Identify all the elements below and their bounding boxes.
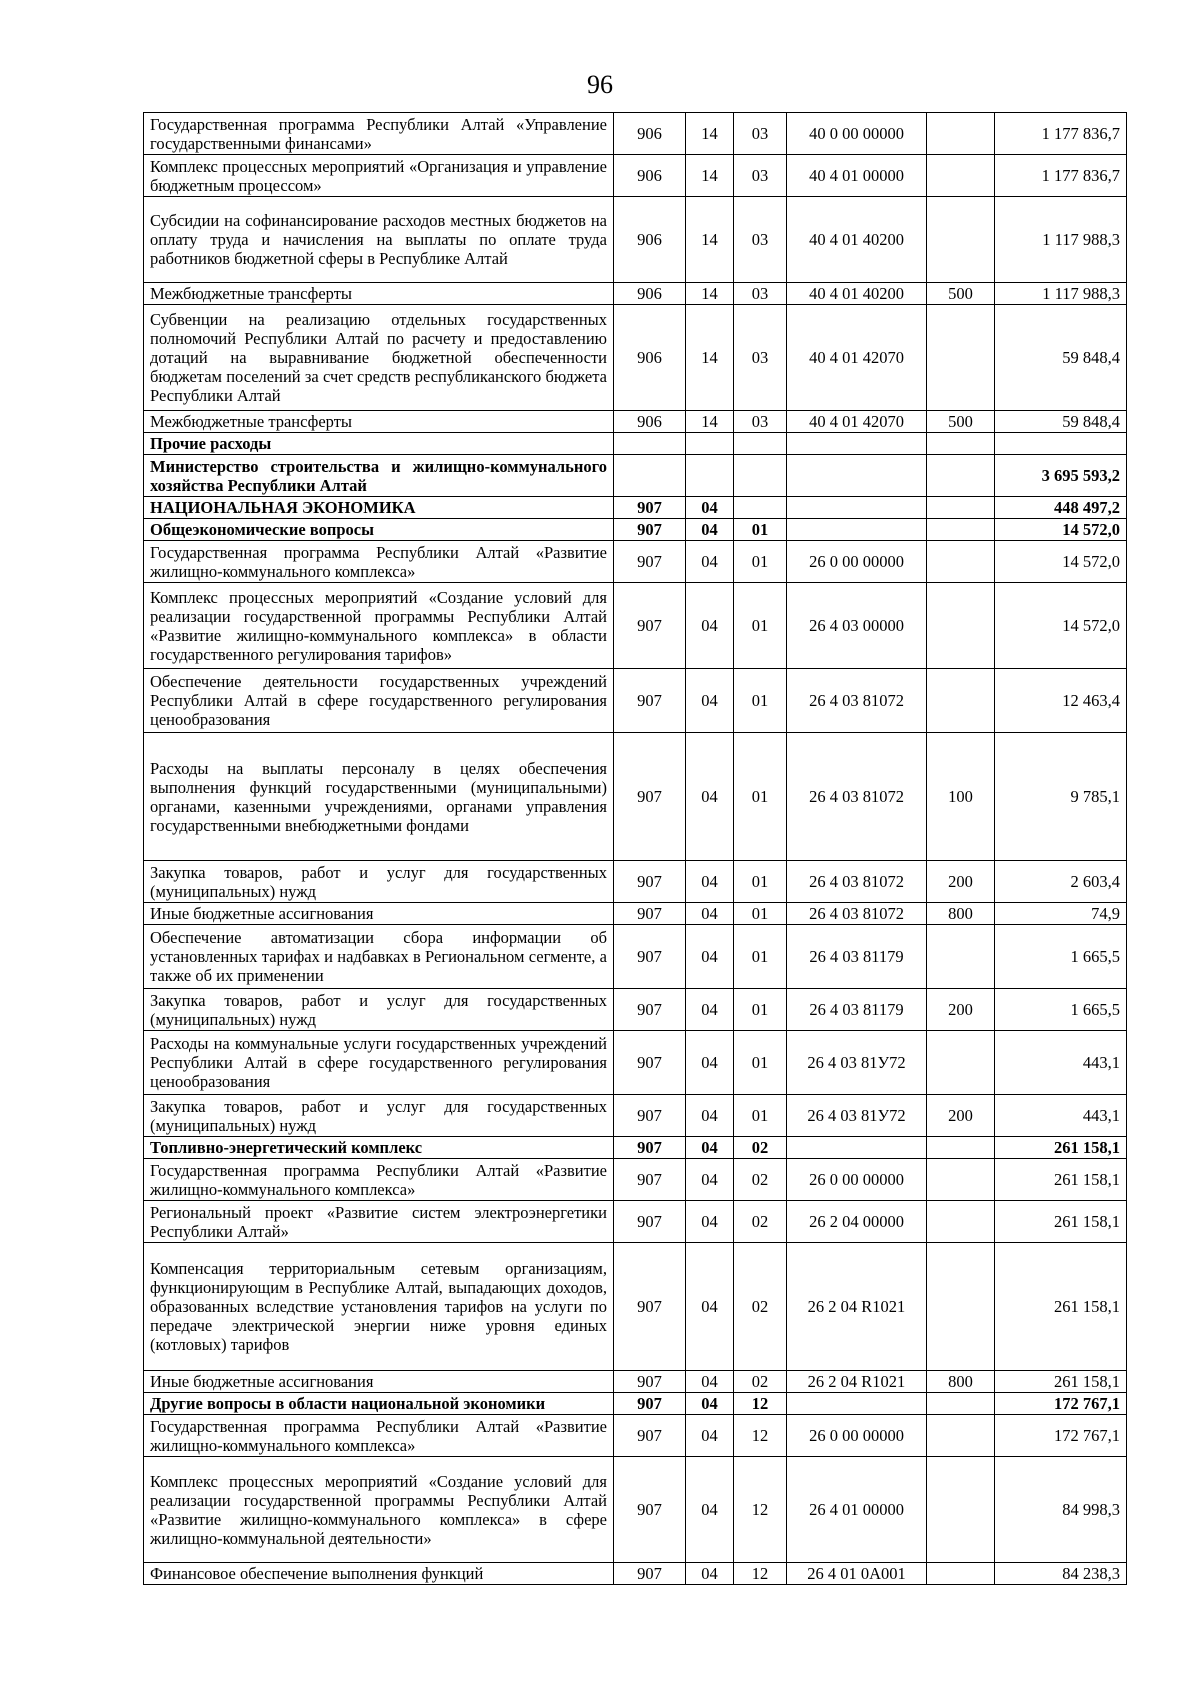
table-row: [144, 283, 1127, 305]
cell-section: 04: [686, 1137, 734, 1159]
cell-amount: 14 572,0: [995, 541, 1127, 583]
cell-subsection: 03: [734, 155, 787, 197]
cell-section: 14: [686, 113, 734, 155]
cell-expense-type: 200: [927, 989, 995, 1031]
cell-name: Закупка товаров, работ и услуг для государственных (муниципальных) нужд: [144, 861, 614, 903]
cell-target-article: 26 4 01 0А001: [787, 1563, 927, 1585]
table-row: [144, 903, 1127, 925]
cell-section: 04: [686, 1371, 734, 1393]
cell-target-article: 26 4 03 81179: [787, 925, 927, 989]
cell-name: НАЦИОНАЛЬНАЯ ЭКОНОМИКА: [144, 497, 614, 519]
cell-subsection: 12: [734, 1415, 787, 1457]
cell-expense-type: [927, 155, 995, 197]
cell-amount: 443,1: [995, 1031, 1127, 1095]
cell-expense-type: [927, 1243, 995, 1371]
cell-target-article: 40 4 01 40200: [787, 283, 927, 305]
table-row: [144, 1031, 1127, 1095]
cell-target-article: 26 4 03 81У72: [787, 1031, 927, 1095]
cell-expense-type: 100: [927, 733, 995, 861]
cell-target-article: [787, 1393, 927, 1415]
table-row: [144, 1095, 1127, 1137]
cell-subsection: 02: [734, 1137, 787, 1159]
cell-target-article: 26 4 03 81У72: [787, 1095, 927, 1137]
cell-amount: 84 998,3: [995, 1457, 1127, 1563]
cell-amount: 14 572,0: [995, 519, 1127, 541]
cell-glav-code: 907: [614, 903, 686, 925]
cell-name: Субвенции на реализацию отдельных государственных полномочий Республики Алтай по расчету и предоставлению дотаций на выравнивание бюджетной обеспеченности бюджетам поселений за счет средств республиканского бюджета Республики Алтай: [144, 305, 614, 411]
cell-section: [686, 433, 734, 455]
cell-glav-code: 907: [614, 1563, 686, 1585]
cell-subsection: 02: [734, 1371, 787, 1393]
table-row: [144, 1563, 1127, 1585]
cell-name: Иные бюджетные ассигнования: [144, 903, 614, 925]
cell-expense-type: 500: [927, 411, 995, 433]
cell-subsection: 02: [734, 1243, 787, 1371]
cell-amount: 261 158,1: [995, 1159, 1127, 1201]
table-row: [144, 197, 1127, 283]
table-row: [144, 155, 1127, 197]
cell-subsection: 01: [734, 541, 787, 583]
cell-name: Комплекс процессных мероприятий «Организация и управление бюджетным процессом»: [144, 155, 614, 197]
cell-subsection: 01: [734, 925, 787, 989]
cell-name: Обеспечение автоматизации сбора информации об установленных тарифах и надбавках в Региональном сегменте, а также об их применении: [144, 925, 614, 989]
cell-expense-type: [927, 1137, 995, 1159]
table-row: [144, 1201, 1127, 1243]
cell-amount: 1 665,5: [995, 925, 1127, 989]
cell-amount: 59 848,4: [995, 305, 1127, 411]
table-row: [144, 925, 1127, 989]
cell-name: Государственная программа Республики Алтай «Развитие жилищно-коммунального комплекса»: [144, 1159, 614, 1201]
cell-glav-code: 907: [614, 733, 686, 861]
cell-amount: 1 117 988,3: [995, 197, 1127, 283]
cell-target-article: 40 0 00 00000: [787, 113, 927, 155]
cell-glav-code: 906: [614, 197, 686, 283]
cell-name: Закупка товаров, работ и услуг для государственных (муниципальных) нужд: [144, 1095, 614, 1137]
cell-expense-type: [927, 113, 995, 155]
cell-name: Общеэкономические вопросы: [144, 519, 614, 541]
cell-subsection: 01: [734, 519, 787, 541]
cell-glav-code: 907: [614, 1415, 686, 1457]
cell-subsection: 12: [734, 1457, 787, 1563]
budget-table-body: [144, 113, 1127, 1585]
cell-section: 04: [686, 1563, 734, 1585]
cell-section: 04: [686, 1031, 734, 1095]
cell-amount: 9 785,1: [995, 733, 1127, 861]
cell-name: Прочие расходы: [144, 433, 614, 455]
cell-name: Государственная программа Республики Алтай «Управление государственными финансами»: [144, 113, 614, 155]
cell-target-article: [787, 519, 927, 541]
cell-target-article: 26 4 03 81072: [787, 903, 927, 925]
cell-subsection: 03: [734, 113, 787, 155]
cell-expense-type: [927, 197, 995, 283]
cell-glav-code: 906: [614, 155, 686, 197]
cell-section: 04: [686, 1415, 734, 1457]
cell-glav-code: 907: [614, 925, 686, 989]
cell-target-article: 26 2 04 R1021: [787, 1243, 927, 1371]
cell-expense-type: [927, 1159, 995, 1201]
cell-target-article: [787, 1137, 927, 1159]
cell-subsection: 03: [734, 197, 787, 283]
cell-glav-code: 907: [614, 497, 686, 519]
cell-section: 04: [686, 733, 734, 861]
cell-target-article: 26 0 00 00000: [787, 1415, 927, 1457]
cell-amount: 14 572,0: [995, 583, 1127, 669]
cell-target-article: [787, 455, 927, 497]
cell-expense-type: [927, 497, 995, 519]
table-row: [144, 433, 1127, 455]
cell-subsection: 01: [734, 733, 787, 861]
cell-amount: 84 238,3: [995, 1563, 1127, 1585]
cell-glav-code: 907: [614, 1393, 686, 1415]
cell-target-article: 40 4 01 40200: [787, 197, 927, 283]
table-row: [144, 497, 1127, 519]
cell-name: Иные бюджетные ассигнования: [144, 1371, 614, 1393]
cell-glav-code: 907: [614, 583, 686, 669]
cell-expense-type: [927, 305, 995, 411]
cell-section: 04: [686, 989, 734, 1031]
cell-expense-type: 800: [927, 903, 995, 925]
cell-amount: 261 158,1: [995, 1201, 1127, 1243]
cell-section: 04: [686, 519, 734, 541]
cell-section: 04: [686, 583, 734, 669]
cell-target-article: 26 4 03 81072: [787, 733, 927, 861]
cell-glav-code: 906: [614, 283, 686, 305]
cell-expense-type: [927, 1415, 995, 1457]
cell-name: Субсидии на софинансирование расходов местных бюджетов на оплату труда и начисления на выплаты по оплате труда работников бюджетной сферы в Республике Алтай: [144, 197, 614, 283]
cell-expense-type: [927, 925, 995, 989]
cell-target-article: 26 2 04 00000: [787, 1201, 927, 1243]
cell-section: 14: [686, 411, 734, 433]
cell-subsection: 01: [734, 1031, 787, 1095]
cell-glav-code: 906: [614, 305, 686, 411]
cell-section: 14: [686, 283, 734, 305]
cell-amount: 12 463,4: [995, 669, 1127, 733]
cell-expense-type: [927, 1031, 995, 1095]
table-row: [144, 541, 1127, 583]
page-number: 96: [587, 70, 613, 99]
table-row: [144, 455, 1127, 497]
cell-glav-code: 906: [614, 113, 686, 155]
cell-section: 04: [686, 1095, 734, 1137]
cell-glav-code: 907: [614, 541, 686, 583]
cell-expense-type: 200: [927, 1095, 995, 1137]
cell-amount: 1 177 836,7: [995, 155, 1127, 197]
cell-subsection: 01: [734, 861, 787, 903]
cell-name: Обеспечение деятельности государственных учреждений Республики Алтай в сфере государственного регулирования ценообразования: [144, 669, 614, 733]
cell-amount: 261 158,1: [995, 1243, 1127, 1371]
cell-glav-code: 907: [614, 861, 686, 903]
cell-expense-type: 200: [927, 861, 995, 903]
cell-target-article: 26 4 03 00000: [787, 583, 927, 669]
cell-expense-type: 500: [927, 283, 995, 305]
cell-section: 04: [686, 903, 734, 925]
cell-section: 14: [686, 155, 734, 197]
cell-subsection: 12: [734, 1563, 787, 1585]
cell-expense-type: [927, 583, 995, 669]
cell-expense-type: [927, 541, 995, 583]
table-row: [144, 519, 1127, 541]
cell-name: Топливно-энергетический комплекс: [144, 1137, 614, 1159]
cell-name: Региональный проект «Развитие систем электроэнергетики Республики Алтай»: [144, 1201, 614, 1243]
cell-target-article: 26 0 00 00000: [787, 541, 927, 583]
cell-amount: 2 603,4: [995, 861, 1127, 903]
cell-expense-type: [927, 669, 995, 733]
cell-section: 04: [686, 497, 734, 519]
table-row: [144, 861, 1127, 903]
cell-section: [686, 455, 734, 497]
cell-target-article: 26 2 04 R1021: [787, 1371, 927, 1393]
cell-target-article: 26 4 03 81179: [787, 989, 927, 1031]
cell-name: Компенсация территориальным сетевым организациям, функционирующим в Республике Алтай, выпадающих доходов, образованных вследствие установления тарифов на услуги по передаче электрической энергии ниже уровня единых (котловых) тарифов: [144, 1243, 614, 1371]
cell-subsection: 03: [734, 283, 787, 305]
cell-section: 04: [686, 1201, 734, 1243]
cell-subsection: [734, 433, 787, 455]
table-row: [144, 411, 1127, 433]
cell-name: Государственная программа Республики Алтай «Развитие жилищно-коммунального комплекса»: [144, 1415, 614, 1457]
cell-glav-code: 906: [614, 411, 686, 433]
cell-name: Межбюджетные трансферты: [144, 411, 614, 433]
cell-name: Закупка товаров, работ и услуг для государственных (муниципальных) нужд: [144, 989, 614, 1031]
table-row: [144, 1415, 1127, 1457]
cell-amount: 443,1: [995, 1095, 1127, 1137]
cell-section: 04: [686, 669, 734, 733]
cell-subsection: 03: [734, 305, 787, 411]
cell-glav-code: 907: [614, 1243, 686, 1371]
cell-subsection: 01: [734, 583, 787, 669]
cell-section: 04: [686, 861, 734, 903]
cell-amount: 3 695 593,2: [995, 455, 1127, 497]
table-row: [144, 583, 1127, 669]
cell-name: Расходы на выплаты персоналу в целях обеспечения выполнения функций государственными (муниципальными) органами, казенными учреждениями, органами управления государственными внебюджетными фондами: [144, 733, 614, 861]
cell-section: 14: [686, 197, 734, 283]
cell-name: Финансовое обеспечение выполнения функций: [144, 1563, 614, 1585]
cell-glav-code: 907: [614, 669, 686, 733]
cell-glav-code: [614, 433, 686, 455]
cell-name: Государственная программа Республики Алтай «Развитие жилищно-коммунального комплекса»: [144, 541, 614, 583]
cell-glav-code: 907: [614, 989, 686, 1031]
cell-target-article: 40 4 01 00000: [787, 155, 927, 197]
cell-name: Межбюджетные трансферты: [144, 283, 614, 305]
cell-amount: 172 767,1: [995, 1393, 1127, 1415]
cell-subsection: 02: [734, 1201, 787, 1243]
table-row: [144, 733, 1127, 861]
cell-target-article: [787, 497, 927, 519]
cell-section: 04: [686, 1243, 734, 1371]
cell-name: Министерство строительства и жилищно-коммунального хозяйства Республики Алтай: [144, 455, 614, 497]
cell-glav-code: 907: [614, 1137, 686, 1159]
cell-subsection: [734, 497, 787, 519]
cell-amount: 59 848,4: [995, 411, 1127, 433]
cell-glav-code: 907: [614, 1371, 686, 1393]
cell-target-article: 40 4 01 42070: [787, 305, 927, 411]
cell-name: Расходы на коммунальные услуги государственных учреждений Республики Алтай в сфере государственного регулирования ценообразования: [144, 1031, 614, 1095]
table-row: [144, 113, 1127, 155]
cell-subsection: 02: [734, 1159, 787, 1201]
cell-glav-code: 907: [614, 1159, 686, 1201]
cell-expense-type: [927, 1563, 995, 1585]
cell-section: 14: [686, 305, 734, 411]
cell-amount: 1 665,5: [995, 989, 1127, 1031]
budget-table: [143, 112, 1127, 1585]
cell-glav-code: 907: [614, 1201, 686, 1243]
cell-subsection: 01: [734, 989, 787, 1031]
cell-amount: 74,9: [995, 903, 1127, 925]
cell-section: 04: [686, 1393, 734, 1415]
table-row: [144, 1393, 1127, 1415]
cell-amount: 1 117 988,3: [995, 283, 1127, 305]
cell-expense-type: [927, 433, 995, 455]
cell-section: 04: [686, 541, 734, 583]
table-row: [144, 1137, 1127, 1159]
cell-section: 04: [686, 1159, 734, 1201]
cell-target-article: [787, 433, 927, 455]
cell-glav-code: 907: [614, 1095, 686, 1137]
cell-target-article: 40 4 01 42070: [787, 411, 927, 433]
cell-target-article: 26 4 03 81072: [787, 861, 927, 903]
cell-section: 04: [686, 925, 734, 989]
cell-subsection: [734, 455, 787, 497]
cell-amount: 1 177 836,7: [995, 113, 1127, 155]
cell-expense-type: [927, 1393, 995, 1415]
cell-subsection: 01: [734, 903, 787, 925]
table-row: [144, 669, 1127, 733]
cell-expense-type: [927, 455, 995, 497]
cell-target-article: 26 4 03 81072: [787, 669, 927, 733]
cell-section: 04: [686, 1457, 734, 1563]
cell-amount: 172 767,1: [995, 1415, 1127, 1457]
cell-glav-code: 907: [614, 1457, 686, 1563]
table-row: [144, 1243, 1127, 1371]
cell-target-article: 26 0 00 00000: [787, 1159, 927, 1201]
table-row: [144, 1371, 1127, 1393]
cell-expense-type: [927, 1457, 995, 1563]
cell-subsection: 03: [734, 411, 787, 433]
cell-amount: 261 158,1: [995, 1137, 1127, 1159]
cell-subsection: 01: [734, 1095, 787, 1137]
cell-subsection: 01: [734, 669, 787, 733]
cell-name: Комплекс процессных мероприятий «Создание условий для реализации государственной программы Республики Алтай «Развитие жилищно-коммунального комплекса» в области государственного регулирования тарифов»: [144, 583, 614, 669]
cell-amount: [995, 433, 1127, 455]
cell-subsection: 12: [734, 1393, 787, 1415]
cell-amount: 448 497,2: [995, 497, 1127, 519]
table-row: [144, 1457, 1127, 1563]
table-row: [144, 305, 1127, 411]
cell-target-article: 26 4 01 00000: [787, 1457, 927, 1563]
cell-expense-type: 800: [927, 1371, 995, 1393]
cell-name: Другие вопросы в области национальной экономики: [144, 1393, 614, 1415]
cell-amount: 261 158,1: [995, 1371, 1127, 1393]
table-row: [144, 989, 1127, 1031]
cell-glav-code: 907: [614, 519, 686, 541]
cell-glav-code: [614, 455, 686, 497]
cell-name: Комплекс процессных мероприятий «Создание условий для реализации государственной программы Республики Алтай «Развитие жилищно-коммунального комплекса» в сфере жилищно-коммунальной деятельности»: [144, 1457, 614, 1563]
cell-expense-type: [927, 519, 995, 541]
cell-expense-type: [927, 1201, 995, 1243]
cell-glav-code: 907: [614, 1031, 686, 1095]
table-row: [144, 1159, 1127, 1201]
